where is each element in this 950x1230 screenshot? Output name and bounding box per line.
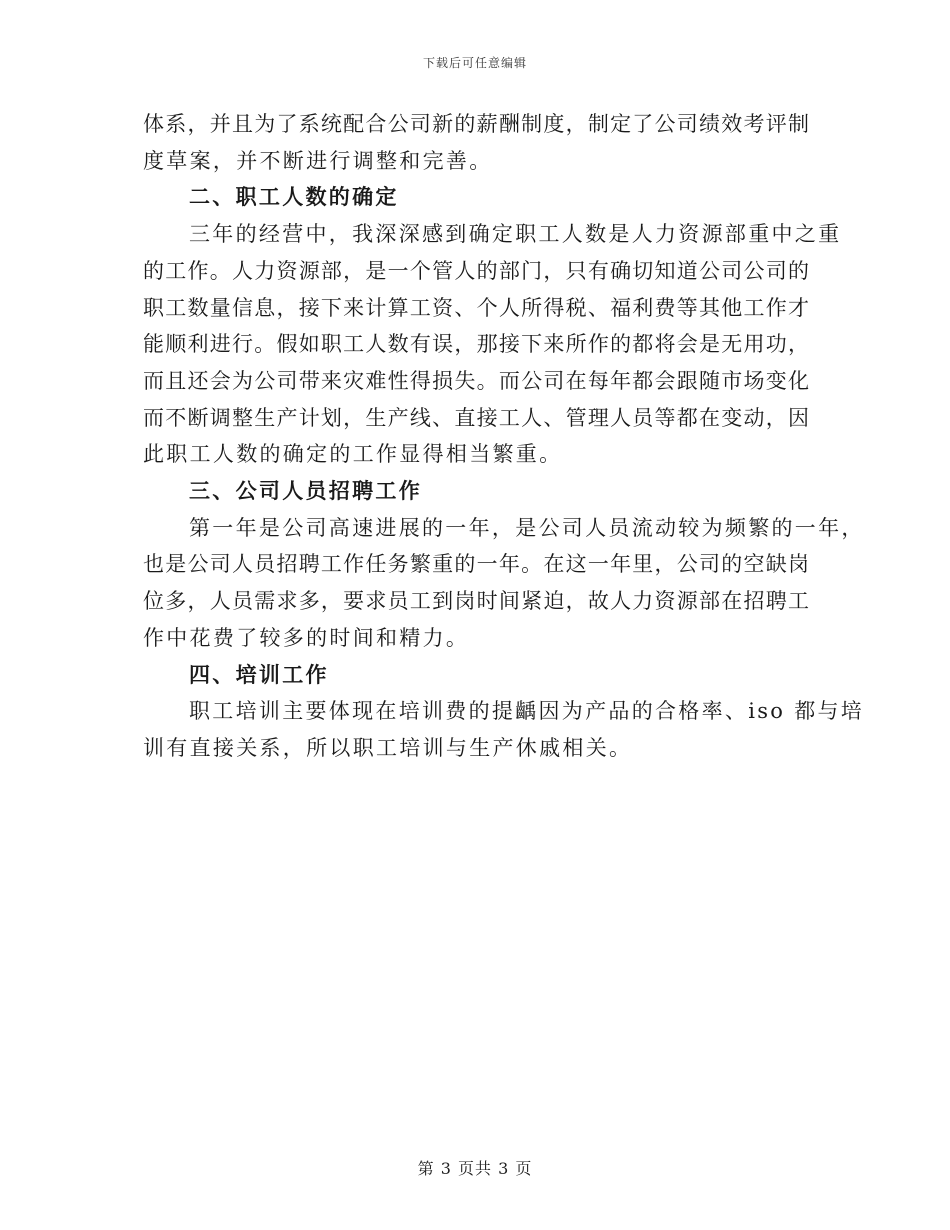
paragraph-line: 体系，并且为了系统配合公司新的薪酬制度，制定了公司绩效考评制 bbox=[143, 112, 809, 136]
page-number-footer: 第 3 页共 3 页 bbox=[417, 1159, 533, 1178]
paragraph-line: 三年的经营中，我深深感到确定职工人数是人力资源部重中之重 bbox=[189, 222, 842, 247]
paragraph-line: 作中花费了较多的时间和精力。 bbox=[143, 625, 470, 650]
paragraph-line: 度草案，并不断进行调整和完善。 bbox=[143, 148, 493, 173]
paragraph-line: 而不断调整生产计划，生产线、直接工人、管理人员等都在变动，因 bbox=[143, 405, 809, 430]
paragraph-line: 位多，人员需求多，要求员工到岗时间紧迫，故人力资源部在招聘工 bbox=[143, 589, 809, 614]
section-heading: 二、职工人数的确定 bbox=[189, 185, 399, 210]
page-header-note: 下载后可任意编辑 bbox=[422, 56, 527, 70]
paragraph-line: 职工数量信息，接下来计算工资、个人所得税、福利费等其他工作才 bbox=[143, 295, 809, 320]
paragraph-line: 第一年是公司高速进展的一年，是公司人员流动较为频繁的一年， bbox=[189, 515, 865, 540]
section-heading: 三、公司人员招聘工作 bbox=[189, 479, 422, 504]
section-heading: 四、培训工作 bbox=[189, 662, 329, 687]
paragraph-line: 也是公司人员招聘工作任务繁重的一年。在这一年里，公司的空缺岗 bbox=[143, 552, 809, 577]
paragraph-line: 的工作。人力资源部，是一个管人的部门，只有确切知道公司公司的 bbox=[143, 258, 809, 283]
paragraph-line: 能顺利进行。假如职工人数有误，那接下来所作的都将会是无用功， bbox=[143, 332, 809, 357]
paragraph-line: 职工培训主要体现在培训费的提齲因为产品的合格率、iso 都与培 bbox=[189, 699, 865, 724]
paragraph-line: 而且还会为公司带来灾难性得损失。而公司在每年都会跟随市场变化 bbox=[143, 368, 809, 393]
paragraph-line: 训有直接关系，所以职工培训与生产休戚相关。 bbox=[143, 735, 633, 760]
document-body bbox=[143, 106, 865, 767]
paragraph-line: 此职工人数的确定的工作显得相当繁重。 bbox=[143, 442, 563, 467]
